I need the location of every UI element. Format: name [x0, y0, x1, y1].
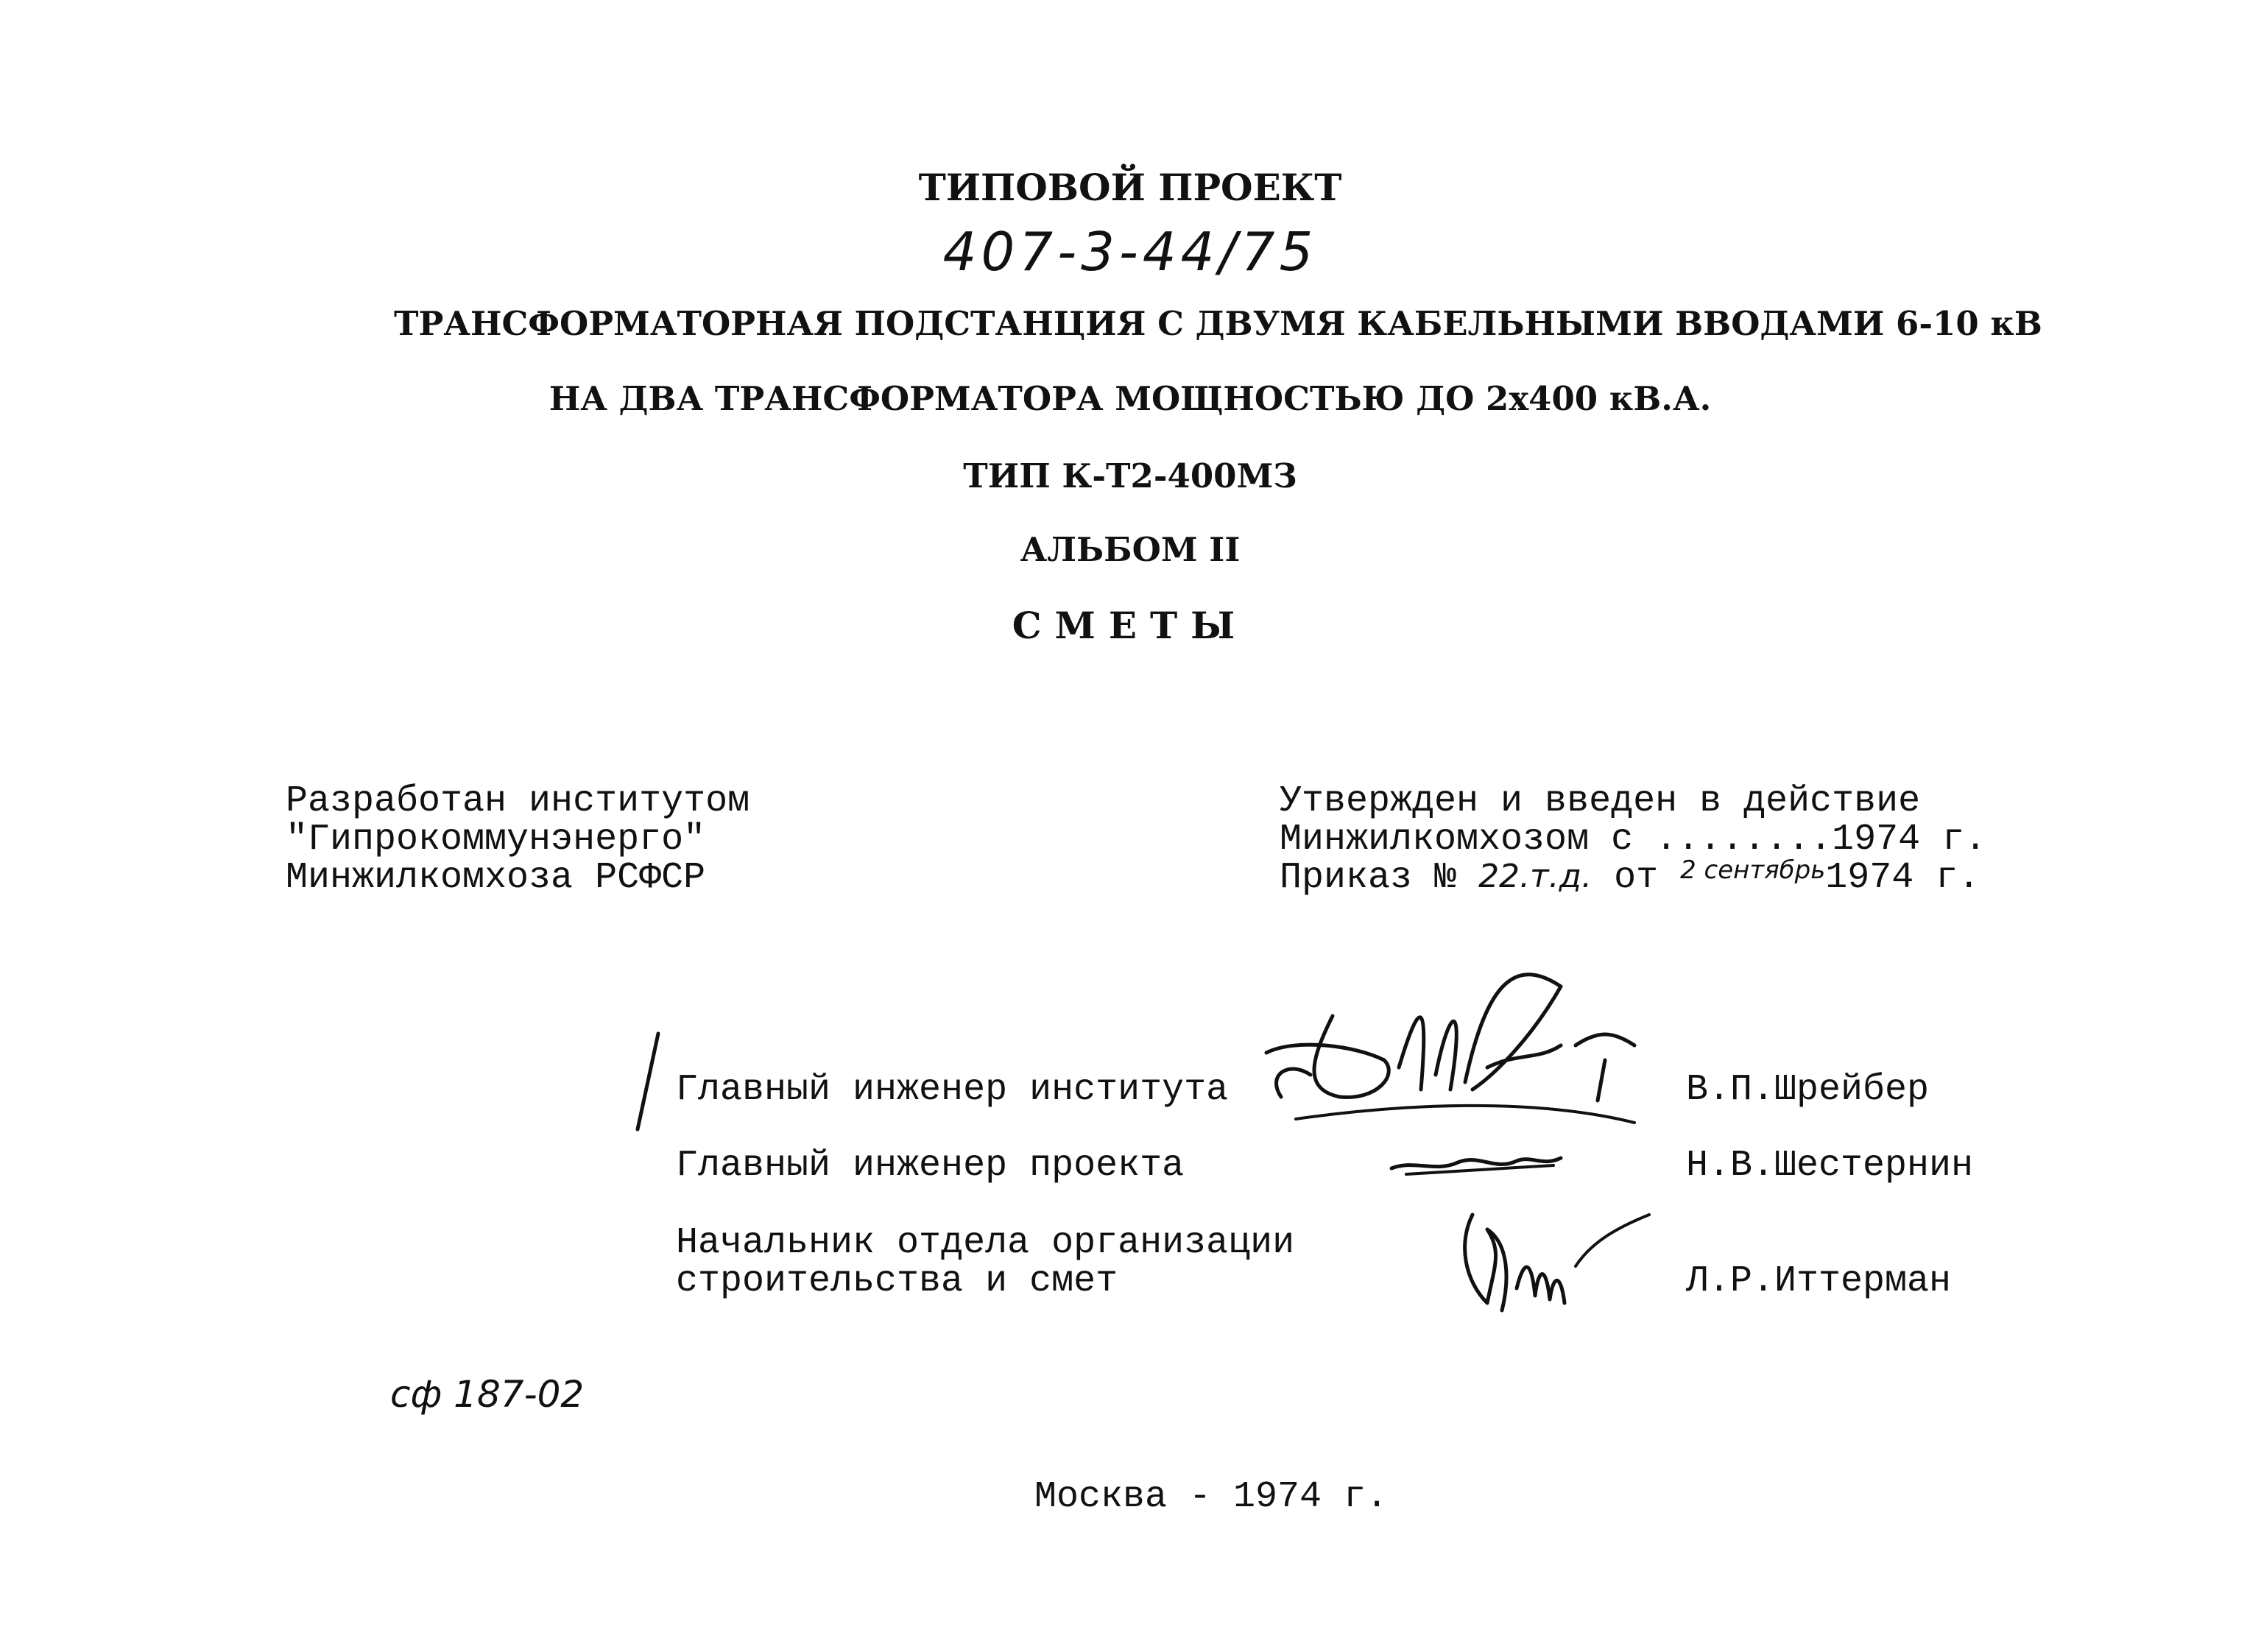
approval-line-2: Минжилкомхозом с ........1974 г.: [1280, 819, 1987, 861]
footer-place-year: Москва - 1974 г.: [1034, 1476, 1389, 1518]
approval-order-line: [1280, 857, 1980, 899]
doc-type-heading: ТИПОВОЙ ПРОЕКТ: [918, 166, 1342, 209]
order-number-handwritten: 22.т.д.: [1478, 858, 1592, 895]
signatory-3-position-line-1: Начальник отдела организации: [676, 1222, 1295, 1264]
order-prefix: Приказ №: [1280, 857, 1457, 899]
signatory-2-position: Главный инженер проекта: [676, 1145, 1185, 1187]
order-middle: от: [1614, 857, 1659, 899]
signature-2-image: [1384, 1137, 1576, 1189]
signatory-2-name: Н.В.Шестернин: [1686, 1145, 1974, 1187]
signatory-3-name: Л.Р.Иттерман: [1686, 1260, 1952, 1302]
album-number: АЛЬБОМ II: [1020, 530, 1241, 569]
title-line-2: НА ДВА ТРАНСФОРМАТОРА МОЩНОСТЬЮ ДО 2х400 кВ.А.: [549, 379, 1712, 418]
type-designation: ТИП К-Т2-400МЗ: [963, 456, 1297, 495]
signatory-1-position: Главный инженер института: [676, 1069, 1229, 1111]
order-date-handwritten: 2 сентябрь: [1680, 855, 1826, 885]
section-title: СМЕТЫ: [1012, 604, 1249, 647]
approval-line-1: Утвержден и введен в действие: [1280, 780, 1921, 822]
project-number-handwritten: 407-3-44/75: [942, 221, 1318, 283]
signature-1-image: [1252, 950, 1664, 1141]
signatory-3-position-line-2: строительства и смет: [676, 1260, 1118, 1302]
title-line-1: ТРАНСФОРМАТОРНАЯ ПОДСТАНЦИЯ С ДВУМЯ КАБЕЛЬНЫМИ ВВОДАМИ 6-10 кВ: [394, 304, 2042, 343]
archive-mark-handwritten: сф 187-02: [390, 1373, 585, 1416]
developer-line-3: Минжилкомхоза РСФСР: [286, 857, 706, 899]
signatory-1-name: В.П.Шрейбер: [1686, 1069, 1930, 1111]
developer-line-1: Разработан институтом: [286, 780, 750, 822]
order-year: 1974 г.: [1825, 857, 1980, 899]
developer-line-2: "Гипрокоммунэнерго": [286, 819, 706, 861]
margin-stroke: [633, 1031, 663, 1134]
signature-3-image: [1443, 1200, 1664, 1318]
